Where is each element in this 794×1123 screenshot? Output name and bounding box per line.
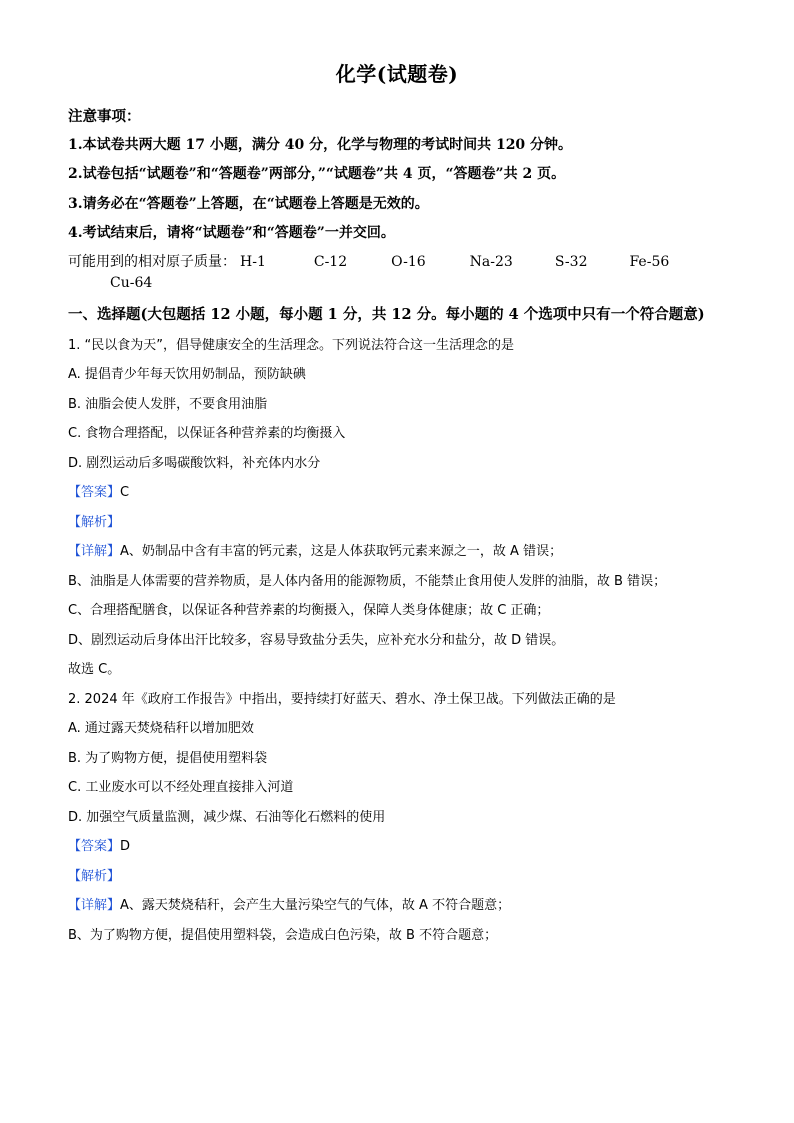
detail-line: D、剧烈运动后身体出汗比较多，容易导致盐分丢失，应补充水分和盐分，故 D 错误。 xyxy=(68,632,565,648)
detail-line: 故选 C。 xyxy=(68,662,121,678)
detail-line xyxy=(68,542,726,562)
atomic-mass-o: O-16 xyxy=(391,254,426,271)
question-stem: 2. 2024 年《政府工作报告》中指出，要持续打好蓝天、碧水、净土保卫战。下列做法正确的是 xyxy=(68,691,616,707)
page-title: 化学(试题卷) xyxy=(335,62,459,86)
detail-label: 【详解】 xyxy=(68,544,121,560)
question-option: C. 食物合理搭配，以保证各种营养素的均衡摄入 xyxy=(68,426,346,442)
question-stem: 1. “民以食为天”，倡导健康安全的生活理念。下列说法符合这一生活理念的是 xyxy=(68,337,515,353)
detail-line xyxy=(68,896,726,916)
analysis-label: 【解析】 xyxy=(68,868,121,884)
detail-line: C、合理搭配膳食，以保证各种营养素的均衡摄入，保障人类身体健康；故 C 正确； xyxy=(68,603,550,619)
notice-heading: 注意事项： xyxy=(68,108,141,125)
detail-text: A、奶制品中含有丰富的钙元素，这是人体获取钙元素来源之一，故 A 错误； xyxy=(120,544,563,560)
answer-value: C xyxy=(120,485,130,501)
analysis-label: 【解析】 xyxy=(68,514,121,530)
atomic-mass-c: C-12 xyxy=(313,254,348,271)
answer-value: D xyxy=(120,839,131,855)
question-option: B. 油脂会使人发胖，不要食用油脂 xyxy=(68,396,268,412)
atomic-mass-s: S-32 xyxy=(554,254,588,271)
question-option: A. 通过露天焚烧秸秆以增加肥效 xyxy=(68,721,254,737)
atomic-mass-cu: Cu-64 xyxy=(110,275,153,292)
detail-line: B、为了购物方便，提倡使用塑料袋，会造成白色污染，故 B 不符合题意； xyxy=(68,927,498,943)
question-option: D. 加强空气质量监测，减少煤、石油等化石燃料的使用 xyxy=(68,809,386,825)
detail-text: A、露天焚烧秸秆，会产生大量污染空气的气体，故 A 不符合题意； xyxy=(120,898,511,914)
atomic-mass-label: 可能用到的相对原子质量： xyxy=(68,254,236,271)
question-option: D. 剧烈运动后多喝碳酸饮料，补充体内水分 xyxy=(68,455,321,471)
answer-line xyxy=(68,483,726,503)
notice-item-3: 3.请务必在“答题卷”上答题，在“试题卷上答题是无效的。 xyxy=(68,195,429,212)
answer-label: 【答案】 xyxy=(68,839,121,855)
answer-label: 【答案】 xyxy=(68,485,121,501)
section-heading: 一、选择题(大包题括 12 小题，每小题 1 分，共 12 分。每小题的 4 个选项中只有一个符合题意) xyxy=(68,306,705,324)
atomic-mass-line xyxy=(68,252,726,294)
notice-item-4: 4.考试结束后，请将“试题卷”和“答题卷”一并交回。 xyxy=(68,224,395,241)
question-option: C. 工业废水可以不经处理直接排入河道 xyxy=(68,780,294,796)
atomic-mass-fe: Fe-56 xyxy=(629,254,670,271)
notice-item-2: 2.试卷包括“试题卷”和“答题卷”两部分，”“试题卷”共 4 页，“答题卷”共 2 页。 xyxy=(68,166,566,183)
atomic-mass-h: H-1 xyxy=(240,254,266,271)
question-option: A. 提倡青少年每天饮用奶制品，预防缺碘 xyxy=(68,367,306,383)
detail-label: 【详解】 xyxy=(68,898,121,914)
answer-line xyxy=(68,837,726,857)
detail-line: B、油脂是人体需要的营养物质，是人体内备用的能源物质，不能禁止食用使人发胖的油脂，故 B 错误； xyxy=(68,573,667,589)
question-option: B. 为了购物方便，提倡使用塑料袋 xyxy=(68,750,268,766)
notice-item-1: 1.本试卷共两大题 17 小题，满分 40 分，化学与物理的考试时间共 120 分钟。 xyxy=(68,137,573,153)
atomic-mass-na: Na-23 xyxy=(469,254,513,271)
